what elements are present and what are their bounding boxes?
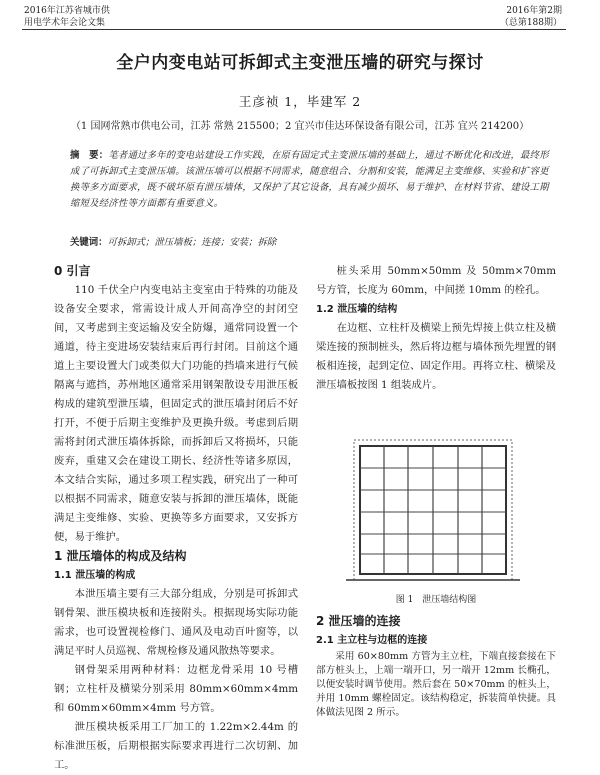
keywords-label: 关键词： [70, 237, 108, 248]
section-1-1-paragraph-3: 泄压模块板采用工厂加工的 1.22m×2.44m 的标准泄压板，后期根据实际要求再进行二次切割、加工。 [54, 721, 298, 771]
section-1-1-paragraph-2: 钢骨架采用两种材料：边框龙骨采用 10 号槽钢；立柱杆及横梁分别采用 80mm×60mm×4mm 和 60mm×60mm×4mm 号方管。 [54, 664, 298, 714]
abstract [70, 148, 550, 212]
section-1-2-paragraph: 在边框、立柱杆及横梁上预先焊接上供立柱及横梁连接的预制桩头，然后将边框与墙体预先埋置的钢板相连接，起到定位、固定作用。再将立柱、横梁及泄压墙板按图 1 组装成片。 [316, 322, 556, 391]
paper-authors: 王彦祯 1，毕建军 2 [238, 94, 362, 109]
right-column-bottom [316, 612, 556, 720]
paper-affiliation: （1 国网常熟市供电公司，江苏 常熟 215500；2 宜兴市佳达环保设备有限公司，江苏 宜兴 214200） [70, 121, 530, 132]
section-1-1-paragraph-1: 本泄压墙主要有三大部分组成，分别是可拆卸式钢骨架、泄压模块板和连接附头。根据现场实际功能需求，也可设置视检修门、通风及电动百叶窗等，以满足平时人员巡视、常规检修及通风散热等要求。 [54, 588, 298, 657]
section-0-paragraph: 110 千伏全户内变电站主变室由于特殊的功能及设备安全要求，常需设计成人开间高净空的封闭空间，又考虑到主变运输及安全防爆，通常同设置一个通道，待主变进场安装结束后再行封闭。目前这个通道上主要设置大门或类似大门功能的挡墙来进行气候隔离与遮挡，苏州地区通常采用钢架散设专用泄压板构成的建筑型泄压墙，但固定式的泄压墙封闭后不好打开，不便于后期主变维护及更换升级。考虑到后期需将封闭式泄压墙体拆除，而拆卸后又将损坏，只能废弃，重建又会在建设工期长、经济性等诸多原因，本文结合实际，通过多项工程实践，研究出了一种可以根据不同需求，随意安装与拆卸的泄压墙体，既能满足主变维修、实验、更换等多方面要求，又安拆方便，易于维护。 [54, 284, 298, 543]
section-1-2-heading: 1.2 泄压墙的结构 [316, 304, 398, 315]
abstract-text: 笔者通过多年的变电站建设工作实践，在原有固定式主变泄压墙的基础上，通过不断优化和改进，最终形成了可拆卸式主变泄压墙。该泄压墙可以根据不同需求，随意组合、分割和安装，能满足主变维修、实验和扩容更换等多方面要求，既不破坏原有泄压墙体，又保护了其它设备，具有减少损坏、易于维护、在材料节省、建设工期缩短及经济性等方面都有重要意义。 [70, 150, 549, 209]
paper-title: 全户内变电站可拆卸式主变泄压墙的研究与探讨 [116, 53, 484, 73]
running-header-left [24, 5, 110, 29]
figure-1-wall-structure [338, 430, 528, 590]
section-1-1-heading: 1.1 泄压墙的构成 [54, 570, 136, 581]
figure-1-caption: 图 1 泄压墙结构图 [395, 595, 477, 605]
keywords [70, 236, 550, 250]
right-top-paragraph: 桩头采用 50mm×50mm 及 50mm×70mm 号方管，长度为 60mm，中间搓 10mm 的栓孔。 [316, 265, 556, 296]
right-column-top [316, 262, 556, 395]
section-2-1-heading: 2.1 主立柱与边框的连接 [316, 635, 428, 646]
frame-columns [384, 446, 482, 574]
header-left-line2: 用电学术年会论文集 [24, 18, 106, 28]
section-2-heading: 2 泄压墙的连接 [316, 614, 401, 628]
section-1-heading: 1 泄压墙体的构成及结构 [54, 549, 187, 563]
keywords-text: 可拆卸式；泄压墙板；连接；安装；拆除 [107, 237, 277, 248]
abstract-label: 摘 要： [70, 150, 109, 161]
header-left-line1: 2016年江苏省城市供 [24, 6, 110, 16]
section-0-heading: 0 引言 [54, 264, 91, 278]
running-header-right [500, 5, 562, 29]
section-2-1-paragraph: 采用 60×80mm 方管为主立柱，下端直接套接在下部方桩头上，上端一端开口，另一端开 12mm 长椭孔，以便安装时调节使用。然后套在 50×70mm 的桩头上，并用 10mm 螺栓固定。该结构稳定，拆装简单快捷。具体做法见图 2 所示。 [316, 651, 556, 718]
left-column [54, 262, 298, 775]
header-right-line1: 2016年第2期 [506, 6, 562, 16]
header-right-line2: （总第188期） [499, 18, 562, 28]
header-rule [22, 29, 566, 30]
